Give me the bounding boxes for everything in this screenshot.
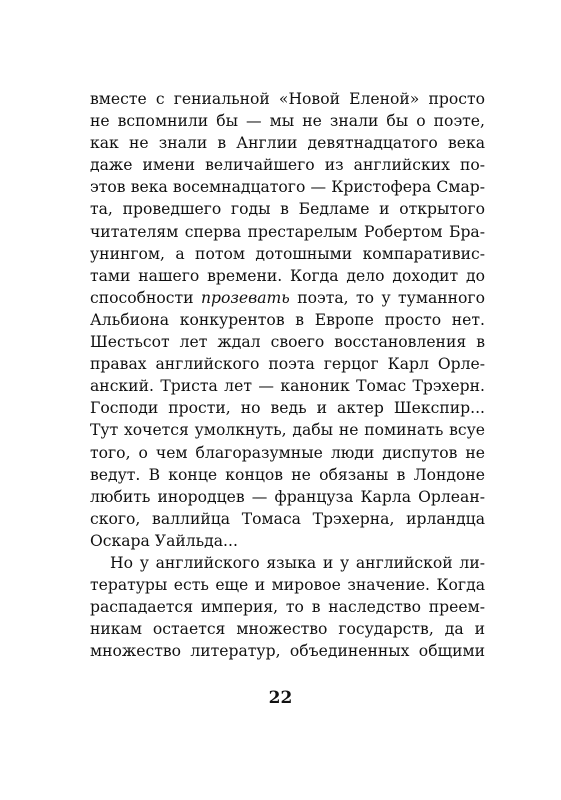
text-line: читателям сперва престарелым Робертом Бра- [90,222,485,241]
text-line: как не знали в Англии девятнадцатого века [90,134,485,153]
text-line: правах английского поэта герцог Карл Орле- [90,355,485,374]
text-line: Тут хочется умолкнуть, дабы не поминать всуе [90,421,485,440]
paragraph-end-line: Оскара Уайльда... [90,531,238,550]
text-line: ского, валлийца Томаса Трэхерна, ирландца [90,509,485,528]
body-text [90,88,485,662]
text-line: тами нашего времени. Когда дело доходит до [90,266,485,285]
emphasized-word: прозевать [200,288,290,307]
page-number: 22 [268,688,293,708]
text-line: анский. Триста лет — каноник Томас Трэхерн. [90,377,485,396]
text-line: не вспомнили бы — мы не знали бы о поэте, [90,112,485,131]
text-line: любить инородцев — француза Карла Орлеан- [90,487,485,506]
text-line: способности прозевать поэта, то у туманного [90,288,485,307]
text-line: тературы есть еще и мировое значение. Когда [90,576,485,595]
text-line: унингом, а потом дотошными компаративис- [90,244,485,263]
text-line: множество литератур, объединенных общими [90,642,485,661]
text-line: Альбиона конкурентов в Европе просто нет. [90,310,485,329]
paragraph-start-line: Но у английского языка и у английской ли- [110,553,485,572]
text-line: даже имени величайшего из английских по- [90,156,485,175]
text-line: никам остается множество государств, да и [90,620,485,639]
text-line: Господи прости, но ведь и актер Шекспир... [90,399,485,418]
text-line: вместе с гениальной «Новой Еленой» просто [90,90,485,108]
text-line: ведут. В конце концов не обязаны в Лондоне [90,465,485,484]
text-line: Шестьсот лет ждал своего восстановления в [90,333,485,352]
text-line: этов века восемнадцатого — Кристофера Смар- [90,178,485,197]
text-line: распадается империя, то в наследство преем- [90,598,485,617]
text-line: та, проведшего годы в Бедламе и открытого [90,200,485,219]
text-line: того, о чем благоразумные люди диспутов не [90,443,485,462]
